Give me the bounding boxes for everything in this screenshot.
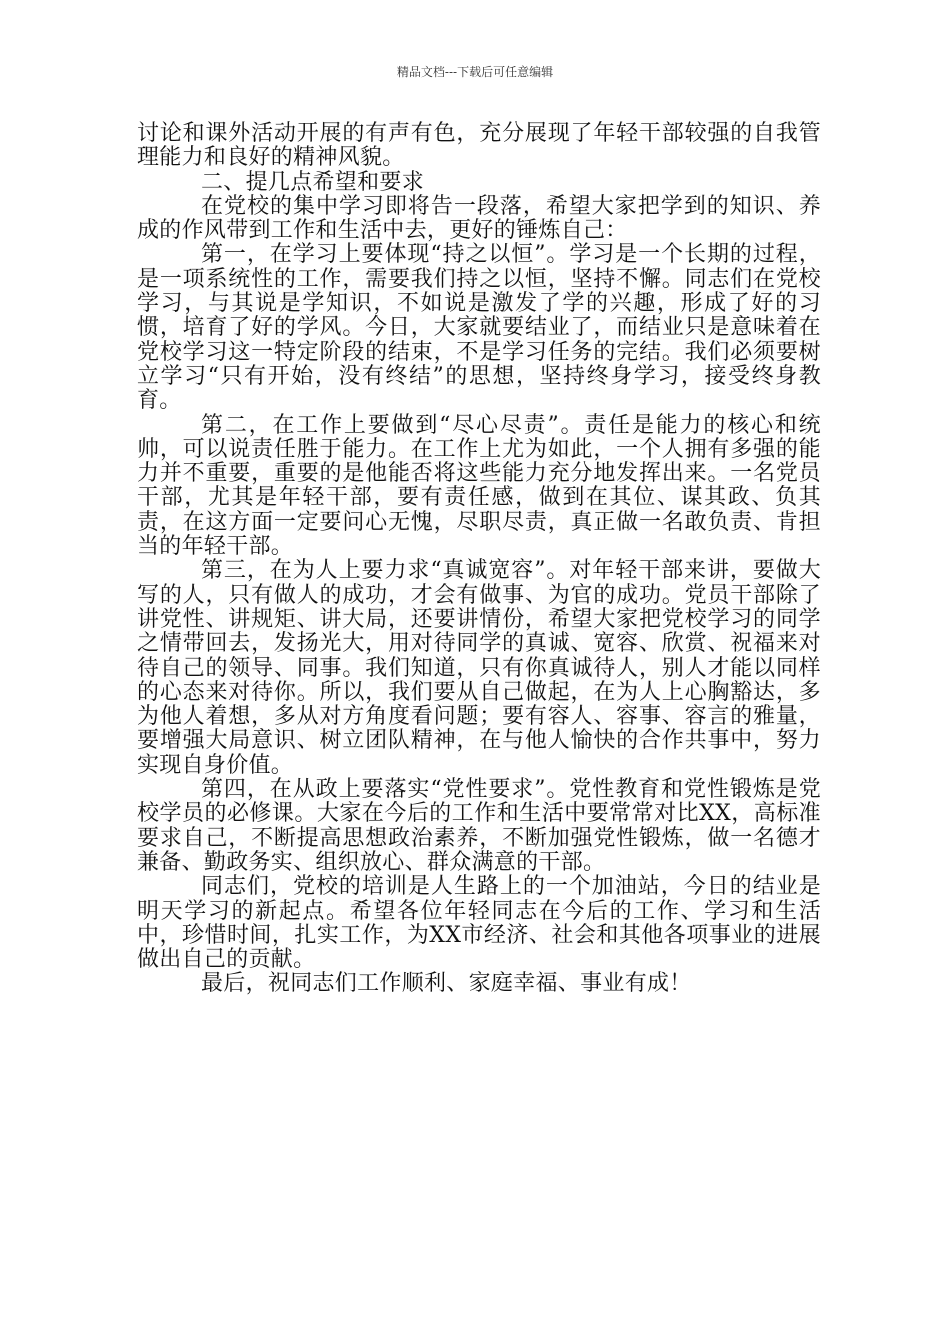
paragraph-third: 第三，在为人上要力求“真诚宽容”。对年轻干部来讲，要做大写的人，只有做人的成功，才会有做事、为官的成功。党员干部除了讲党性、讲规矩、讲大局，还要讲情份，希望大家把党校学习的同学之情带回去，发扬光大，用对待同学的真诚、宽容、欣赏、祝福来对待自己的领导、同事。我们知道，只有你真诚待人，别人才能以同样的心态来对待你。所以，我们要从自己做起，在为人上心胸豁达，多为他人着想，多从对方角度看问题；要有容人、容事、容言的雅量，要增强大局意识、树立团队精神，在与他人愉快的合作共事中，努力实现自身价值。: [137, 558, 821, 778]
paragraph-second: 第二，在工作上要做到“尽心尽责”。责任是能力的核心和统帅，可以说责任胜于能力。在工作上尤为如此，一个人拥有多强的能力并不重要，重要的是他能否将这些能力充分地发挥出来。一名党员干部，尤其是年轻干部，要有责任感，做到在其位、谋其政、负其责，在这方面一定要问心无愧，尽职尽责，真正做一名敢负责、肯担当的年轻干部。: [137, 412, 821, 560]
paragraph-fourth: 第四，在从政上要落实“党性要求”。党性教育和党性锻炼是党校学员的必修课。大家在今后的工作和生活中要常常对比XX，高标准要求自己，不断提高思想政治素养，不断加强党性锻炼，做一名德才兼备、勤政务实、组织放心、群众满意的干部。: [137, 777, 821, 875]
paragraph-first: 第一，在学习上要体现“持之以恒”。学习是一个长期的过程，是一项系统性的工作，需要我们持之以恒，坚持不懈。同志们在党校学习，与其说是学知识，不如说是激发了学的兴趣，形成了好的习惯，培育了好的学风。今日，大家就要结业了，而结业只是意味着在党校学习这一特定阶段的结束，不是学习任务的完结。我们必须要树立学习“只有开始，没有终结”的思想，坚持终身学习，接受终身教育。: [137, 242, 821, 414]
page-header: 精品文档---下载后可任意编辑: [396, 65, 554, 79]
paragraph-closing: 同志们，党校的培训是人生路上的一个加油站，今日的结业是明天学习的新起点。希望各位年轻同志在今后的工作、学习和生活中，珍惜时间，扎实工作，为XX市经济、社会和其他各项事业的进展做出自己的贡献。: [137, 874, 821, 973]
paragraph-continuation: 讨论和课外活动开展的有声有色，充分展现了年轻干部较强的自我管理能力和良好的精神风貌。: [137, 121, 821, 171]
paragraph-intro: 在党校的集中学习即将告一段落，希望大家把学到的知识、养成的作风带到工作和生活中去，更好的锤炼自己：: [137, 193, 821, 244]
section-heading: 二、提几点希望和要求: [201, 169, 425, 195]
paragraph-wishes: 最后，祝同志们工作顺利、家庭幸福、事业有成！: [201, 971, 692, 997]
document-body: [137, 122, 821, 997]
